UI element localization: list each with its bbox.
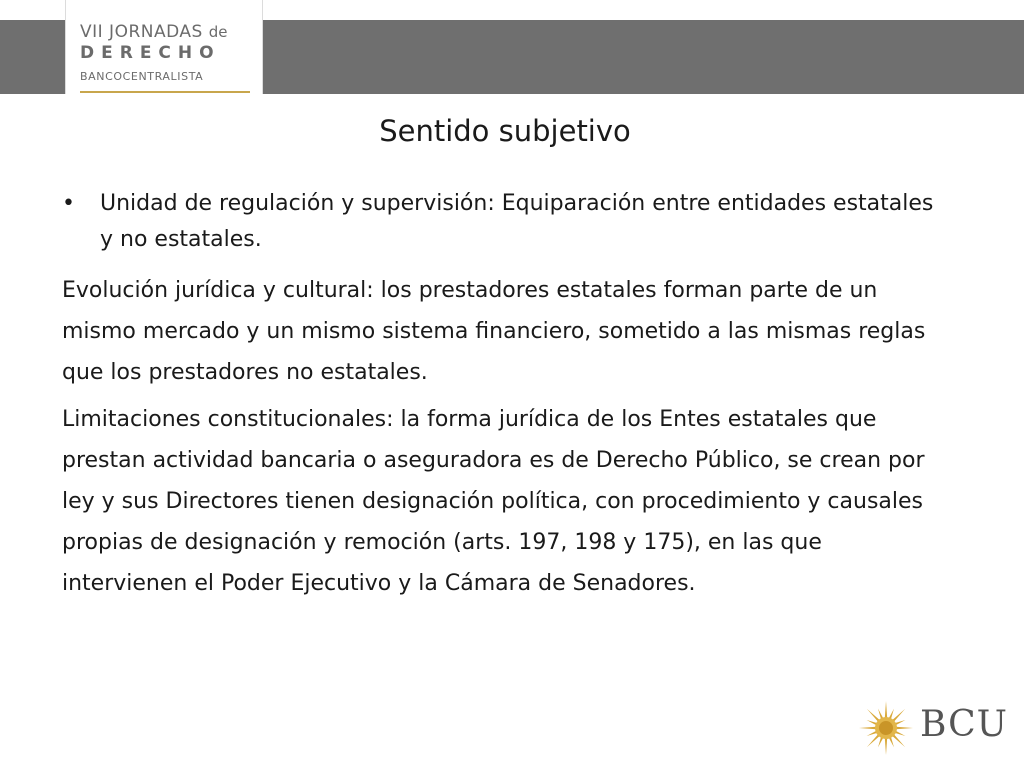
event-logo bbox=[65, 0, 263, 94]
sun-icon bbox=[858, 700, 914, 756]
logo-line-3: BANCOCENTRALISTA bbox=[80, 70, 204, 83]
logo-line-1: VII JORNADAS de bbox=[80, 22, 228, 42]
logo-underline bbox=[80, 91, 250, 93]
bcu-logo bbox=[858, 700, 1008, 756]
bullet-icon: • bbox=[62, 191, 75, 216]
paragraph: Limitaciones constitucionales: la forma jurídica de los Entes estatales que prestan actividad bancaria o aseguradora es de Derecho Público, se crean por ley y sus Directores tienen designación política, con procedimiento y causales propias de designación y remoción (arts. 197, 198 y 175), en las que intervienen el Poder Ejecutivo y la Cámara de Senadores. bbox=[62, 407, 925, 596]
bullet-item bbox=[62, 186, 942, 258]
slide-title: Sentido subjetivo bbox=[379, 114, 631, 148]
slide-content bbox=[62, 186, 942, 610]
logo-line-2: DERECHO bbox=[80, 43, 221, 63]
paragraph: Evolución jurídica y cultural: los prestadores estatales forman parte de un mismo mercado y un mismo sistema financiero, sometido a las mismas reglas que los prestadores no estatales. bbox=[62, 278, 926, 385]
bullet-text: Unidad de regulación y supervisión: Equiparación entre entidades estatales y no estatales. bbox=[100, 191, 934, 252]
bcu-text: BCU bbox=[920, 704, 1009, 745]
